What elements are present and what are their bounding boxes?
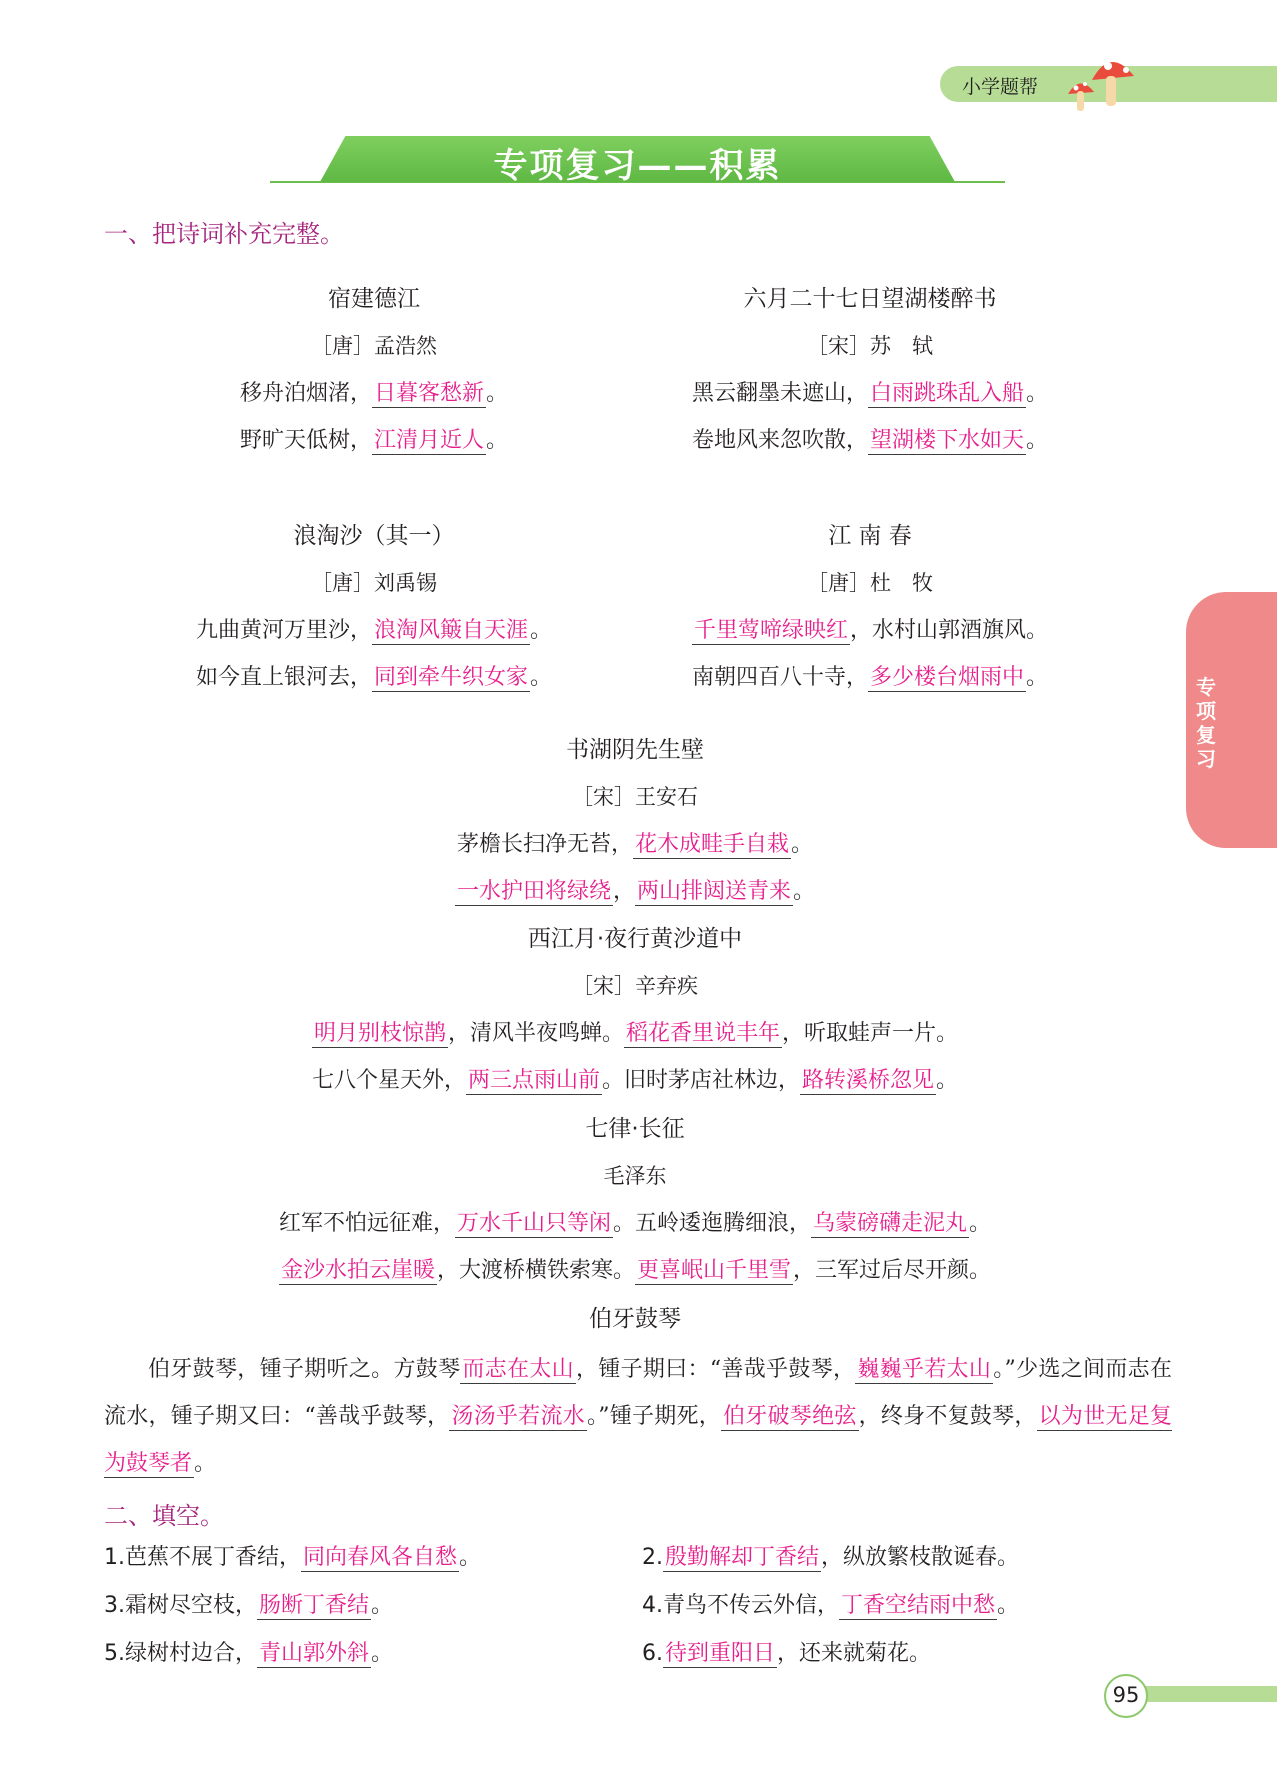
answer-blank: 白雨跳珠乱入船: [869, 381, 1024, 406]
item-text: 。: [371, 1641, 394, 1666]
poem-author: ［唐］孟浩然: [311, 334, 437, 358]
line-text: 。: [936, 1068, 959, 1093]
answer-blank: 望湖楼下水如天: [869, 428, 1024, 453]
answer-blank: 而志在太山: [462, 1357, 574, 1382]
poem-block: [200, 727, 1070, 915]
prose-title-wrap: [200, 1296, 1070, 1343]
poem-author: ［宋］辛弃疾: [572, 974, 698, 998]
answer-blank: 浪淘风簸自天涯: [373, 618, 528, 643]
side-tab-label: 专项复习: [1196, 675, 1216, 771]
poem-title: 宿建德江: [328, 286, 420, 312]
line-text: 南朝四百八十寺，: [691, 665, 868, 690]
line-text: 。五岭逶迤腾细浪，: [612, 1211, 811, 1236]
poem-block: [100, 916, 1170, 1104]
prose-text: 伯牙鼓琴，锺子期听之。方鼓琴: [148, 1357, 461, 1382]
line-text: 。: [1026, 428, 1049, 453]
poem-line: [100, 1010, 1170, 1057]
answer-blank: 以为世无足复为鼓琴者: [104, 1404, 1172, 1476]
answer-blank: 明月别枝惊鹊: [313, 1021, 446, 1046]
fill-item: [642, 1630, 931, 1677]
line-text: 。: [486, 381, 509, 406]
answer-blank: 金沙水拍云崖暖: [280, 1258, 435, 1283]
line-text: ，大渡桥横铁索寒。: [436, 1258, 635, 1283]
poem-title: 浪淘沙（其一）: [293, 523, 455, 549]
answer-blank: 江清月近人: [373, 428, 484, 453]
answer-blank: 稻花香里说丰年: [626, 1021, 781, 1046]
answer-blank: 丁香空结雨中愁: [841, 1593, 996, 1618]
answer-blank: 汤汤乎若流水: [451, 1404, 585, 1429]
fill-item: [104, 1582, 393, 1629]
item-number: 6.: [642, 1641, 663, 1666]
poem-author: ［宋］苏 轼: [807, 334, 933, 358]
line-text: 红军不怕远征难，: [278, 1211, 455, 1236]
poem-block: [100, 1106, 1170, 1294]
page-bar: [1130, 1686, 1277, 1702]
line-text: 七八个星天外，: [311, 1068, 466, 1093]
answer-blank: 青山郭外斜: [259, 1641, 370, 1666]
answer-blank: 多少楼台烟雨中: [869, 665, 1024, 690]
section-banner: [270, 134, 1005, 184]
prose-text: ，锺子期曰：“善哉乎鼓琴，: [575, 1357, 856, 1382]
line-text: ，三军过后尽开颜。: [793, 1258, 992, 1283]
poem-line: [184, 654, 564, 701]
fill-item: [642, 1582, 1019, 1629]
poem-line: [620, 370, 1120, 417]
answer-blank: 日暮客愁新: [373, 381, 484, 406]
line-text: 。: [530, 665, 553, 690]
answer-blank: 花木成畦手自栽: [634, 832, 789, 857]
poem-line: [100, 1200, 1170, 1247]
section-2-heading: 二、填空。: [104, 1502, 224, 1530]
section-1-heading: 一、把诗词补充完整。: [104, 220, 344, 248]
line-text: 如今直上银河去，: [195, 665, 372, 690]
prose-text: 。”锺子期死，: [586, 1404, 722, 1429]
answer-blank: 同到牵牛织女家: [373, 665, 528, 690]
poem-line: [184, 417, 564, 464]
poem-author: ［宋］王安石: [572, 785, 698, 809]
page-number-badge: [1104, 1674, 1148, 1718]
item-text: 。: [997, 1593, 1020, 1618]
line-text: 移舟泊烟渚，: [239, 381, 372, 406]
poem-block: [184, 513, 564, 701]
answer-blank: 伯牙破琴绝弦: [723, 1404, 857, 1429]
poem-line: [620, 654, 1120, 701]
poem-line: [200, 868, 1070, 915]
item-number: 1.: [104, 1545, 125, 1570]
item-number: 5.: [104, 1641, 125, 1666]
fill-item: [642, 1534, 1019, 1581]
line-text: ，水村山郭酒旗风。: [850, 618, 1049, 643]
answer-blank: 两山排闼送青来: [637, 879, 792, 904]
poem-block: [620, 276, 1120, 464]
line-text: ，听取蛙声一片。: [782, 1021, 959, 1046]
line-text: 九曲黄河万里沙，: [195, 618, 372, 643]
item-number: 3.: [104, 1593, 125, 1618]
answer-blank: 更喜岷山千里雪: [637, 1258, 792, 1283]
poem-title: 书湖阴先生壁: [566, 737, 704, 763]
line-text: 茅檐长扫净无苔，: [456, 832, 633, 857]
answer-blank: 乌蒙磅礴走泥丸: [813, 1211, 968, 1236]
item-text: 绿树村边合，: [125, 1641, 258, 1666]
brand-label: 小学题帮: [962, 76, 1039, 98]
prose-text: ，终身不复鼓琴，: [858, 1404, 1037, 1429]
poem-author: ［唐］杜 牧: [807, 571, 933, 595]
poem-block: [184, 276, 564, 464]
item-text: ，还来就菊花。: [777, 1641, 932, 1666]
answer-blank: 同向春风各自愁: [303, 1545, 458, 1570]
line-text: 卷地风来忽吹散，: [691, 428, 868, 453]
answer-blank: 路转溪桥忽见: [802, 1068, 935, 1093]
poem-line: [100, 1247, 1170, 1294]
item-text: 。: [371, 1593, 394, 1618]
prose-title: 伯牙鼓琴: [589, 1306, 681, 1332]
poem-line: [184, 370, 564, 417]
line-text: 。: [793, 879, 816, 904]
poem-line: [200, 821, 1070, 868]
poem-author: 毛泽东: [603, 1164, 667, 1188]
item-text: 青鸟不传云外信，: [663, 1593, 840, 1618]
line-text: 。: [791, 832, 814, 857]
answer-blank: 肠断丁香结: [259, 1593, 370, 1618]
mushroom-icon: [1062, 46, 1142, 116]
poem-line: [620, 607, 1120, 654]
poem-line: [620, 417, 1120, 464]
poem-title: 西江月·夜行黄沙道中: [527, 926, 743, 952]
item-number: 2.: [642, 1545, 663, 1570]
line-text: 。: [486, 428, 509, 453]
line-text: ，: [612, 879, 635, 904]
poem-line: [100, 1057, 1170, 1104]
answer-blank: 千里莺啼绿映红: [693, 618, 848, 643]
poem-title: 江 南 春: [828, 523, 912, 549]
prose-text: 。: [194, 1451, 217, 1476]
poem-block: [620, 513, 1120, 701]
answer-blank: 待到重阳日: [665, 1641, 776, 1666]
line-text: 。: [969, 1211, 992, 1236]
poem-line: [184, 607, 564, 654]
line-text: 。旧时茅店社林边，: [601, 1068, 800, 1093]
banner-title: 专项复习——积累: [493, 146, 782, 186]
line-text: 。: [1026, 665, 1049, 690]
answer-blank: 万水千山只等闲: [456, 1211, 611, 1236]
line-text: 野旷天低树，: [239, 428, 372, 453]
fill-item: [104, 1534, 481, 1581]
line-text: 黑云翻墨未遮山，: [691, 381, 868, 406]
fill-item: [104, 1630, 393, 1677]
prose-text: 。”少选之间而志在流水，锺子期又曰：“善哉乎鼓琴，: [104, 1357, 1172, 1429]
answer-blank: 殷勤解却丁香结: [665, 1545, 820, 1570]
prose-passage: [104, 1346, 1172, 1487]
answer-blank: 巍巍乎若太山: [857, 1357, 992, 1382]
poem-title: 六月二十七日望湖楼醉书: [743, 286, 997, 312]
item-text: 芭蕉不展丁香结，: [125, 1545, 302, 1570]
item-number: 4.: [642, 1593, 663, 1618]
item-text: 霜树尽空枝，: [125, 1593, 258, 1618]
page-number: 95: [1112, 1683, 1140, 1707]
item-text: 。: [459, 1545, 482, 1570]
answer-blank: 两三点雨山前: [467, 1068, 600, 1093]
item-text: ，纵放繁枝散诞春。: [821, 1545, 1020, 1570]
line-text: 。: [1026, 381, 1049, 406]
line-text: ，清风半夜鸣蝉。: [447, 1021, 624, 1046]
answer-blank: 一水护田将绿绕: [456, 879, 611, 904]
poem-author: ［唐］刘禹锡: [311, 571, 437, 595]
line-text: 。: [530, 618, 553, 643]
poem-title: 七律·长征: [585, 1116, 685, 1142]
